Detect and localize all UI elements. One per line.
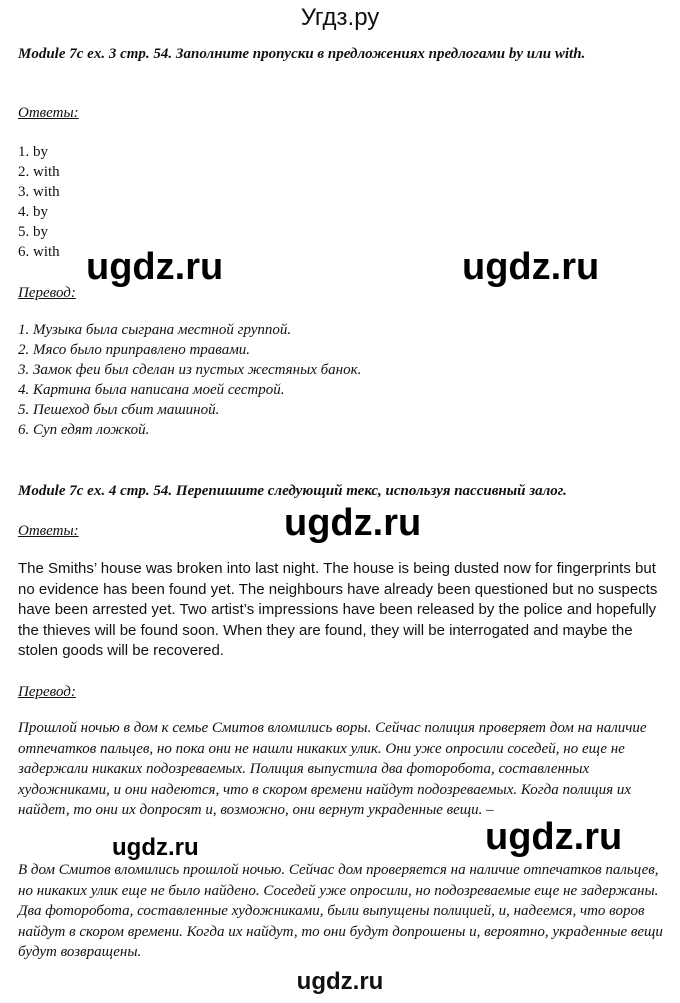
translation-item: 5. Пешеход был сбит машиной. <box>18 402 220 418</box>
watermark: ugdz.ru <box>86 246 224 288</box>
footer-watermark: ugdz.ru <box>296 968 384 995</box>
exercise-3-translation-list <box>18 320 361 440</box>
answer-item: 2. with <box>18 164 60 180</box>
watermark: ugdz.ru <box>284 502 422 544</box>
watermark: ugdz.ru <box>112 834 199 861</box>
translation-item: 4. Картина была написана моей сестрой. <box>18 382 285 398</box>
answer-item: 4. by <box>18 204 48 220</box>
exercise-3-answers-list <box>18 142 60 262</box>
exercise-4-answer-text: The Smiths’ house was broken into last night. The house is being dusted now for fingerprints but no evidence has been found yet. The neighbours have already been questioned but no suspects have been arrested yet. Two artist’s impressions have been released by the police and hopefully the thieves will be found soon. When they are found, they will be interrogated and maybe the stolen goods will be recovered. <box>18 560 658 659</box>
exercise-4-answers-label: Ответы: <box>18 523 79 539</box>
translation-item: 6. Суп едят ложкой. <box>18 422 150 438</box>
answer-item: 6. with <box>18 244 60 260</box>
answer-item: 3. with <box>18 184 60 200</box>
exercise-4-translation-1: Прошлой ночью в дом к семье Смитов вломились воры. Сейчас полиция проверяет дом на наличие отпечатков пальцев, но пока они не нашли никаких улик. Они уже опросили соседей, но еще не задержали никаких подозреваемых. Полиция выпустила два фоторобота, составленных художниками, и они надеются, что в скором времени найдут подозреваемых. Когда полиция их найдет, то они их допросят и, возможно, они вернут украденные вещи. – <box>18 720 647 818</box>
watermark: ugdz.ru <box>462 246 600 288</box>
watermark: ugdz.ru <box>485 816 623 858</box>
translation-item: 2. Мясо было приправлено травами. <box>18 342 251 358</box>
exercise-3-translation-label: Перевод: <box>18 285 76 301</box>
exercise-4-translation-label: Перевод: <box>18 684 76 700</box>
site-title: Угдз.ру <box>300 4 380 31</box>
answer-item: 1. by <box>18 144 48 160</box>
translation-item: 1. Музыка была сыграна местной группой. <box>18 322 292 338</box>
answer-item: 5. by <box>18 224 48 240</box>
exercise-4-heading: Module 7c ex. 4 стр. 54. Перепишите следующий текс, используя пассивный залог. <box>18 483 567 499</box>
exercise-4-translation-2: В дом Смитов вломились прошлой ночью. Сейчас дом проверяется на наличие отпечатков пальцев, но никаких улик еще не было найдено. Соседей уже опросили, но подозреваемые еще не задержаны. Два фоторобота, составленные художниками, были выпущены полицией, и, надеемся, что воров найдут в скором времени. Когда их найдут, то они будут допрошены и, вероятно, украденные вещи будут возвращены. <box>18 862 663 960</box>
exercise-3-answers-label: Ответы: <box>18 105 79 121</box>
exercise-3-heading: Module 7c ex. 3 стр. 54. Заполните пропуски в предложениях предлогами by или with. <box>18 46 586 62</box>
translation-item: 3. Замок феи был сделан из пустых жестяных банок. <box>18 362 362 378</box>
